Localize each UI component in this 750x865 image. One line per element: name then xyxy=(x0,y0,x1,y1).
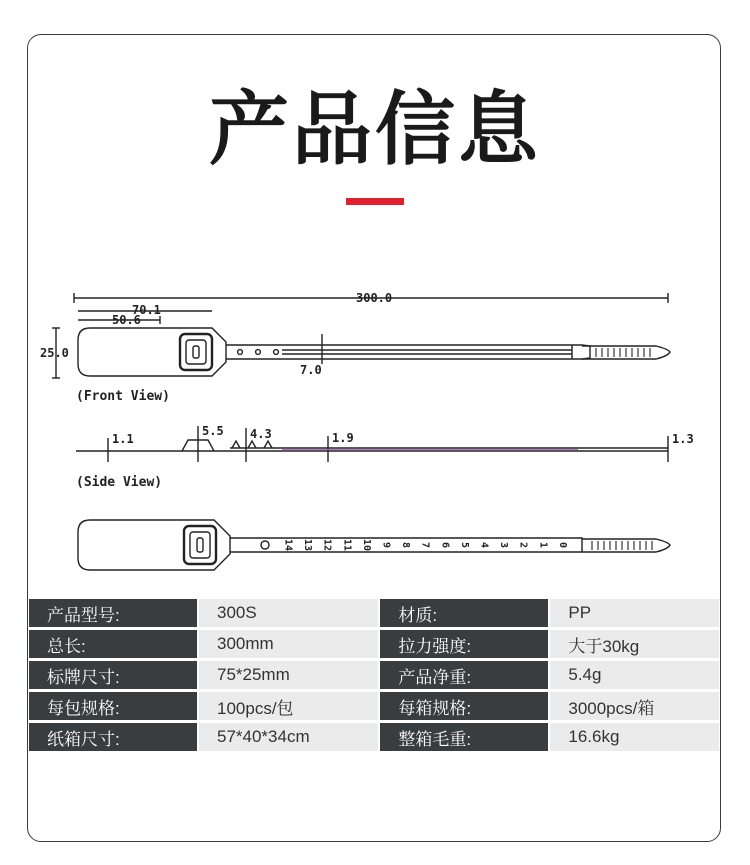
strap-number: 11 xyxy=(341,538,353,552)
front-lock-inner xyxy=(186,340,206,364)
strap-number: 3 xyxy=(498,541,510,549)
spec-value: 300S xyxy=(199,599,378,627)
spec-row xyxy=(29,692,719,720)
strap-number: 13 xyxy=(302,538,314,552)
spec-value: 5.4g xyxy=(550,661,719,689)
spec-value: 300mm xyxy=(199,630,378,658)
bottom-tail xyxy=(582,539,670,552)
strap-number: 9 xyxy=(380,541,392,549)
bottom-tail-ribs xyxy=(592,541,652,550)
bottom-lock-inner xyxy=(190,532,210,558)
spec-label: 纸箱尺寸: xyxy=(29,723,197,751)
strap-number: 8 xyxy=(400,541,412,549)
spec-label: 每包规格: xyxy=(29,692,197,720)
strap-number: 2 xyxy=(517,541,529,549)
dim-total-length: 300.0 xyxy=(356,291,393,305)
front-lock-slot xyxy=(193,346,199,358)
spec-value: 3000pcs/箱 xyxy=(550,692,719,720)
strap-number: 14 xyxy=(282,538,294,552)
spec-row xyxy=(29,723,719,751)
strap-number: 4 xyxy=(478,541,490,549)
strap-number: 7 xyxy=(419,541,431,549)
front-strap-hole-1 xyxy=(238,350,243,355)
spec-label: 拉力强度: xyxy=(380,630,548,658)
strap-number: 0 xyxy=(556,541,568,549)
bottom-strap-ring xyxy=(261,541,269,549)
bottom-tag-outline xyxy=(78,520,230,570)
dim-strap-thickness: 1.9 xyxy=(332,431,354,445)
spec-value: 大于30kg xyxy=(550,630,719,658)
front-strap-hole-3 xyxy=(274,350,279,355)
spec-label: 产品净重: xyxy=(380,661,548,689)
strap-number: 1 xyxy=(537,541,549,549)
dim-thickness-tag: 1.1 xyxy=(112,432,134,446)
strap-number: 6 xyxy=(439,541,451,549)
spec-row xyxy=(29,599,719,627)
dim-strap-width: 7.0 xyxy=(300,363,322,377)
spec-label: 产品型号: xyxy=(29,599,197,627)
dim-tag-width-outer: 70.1 xyxy=(132,303,161,317)
front-strap-hole-2 xyxy=(256,350,261,355)
side-view-label: (Side View) xyxy=(76,475,163,490)
dim-tag-width-inner: 50.6 xyxy=(112,313,141,327)
spec-label: 材质: xyxy=(380,599,548,627)
side-teeth xyxy=(232,441,272,448)
strap-number: 10 xyxy=(360,538,372,552)
dim-tail-thickness: 1.3 xyxy=(672,432,694,446)
spec-row xyxy=(29,630,719,658)
spec-value: 57*40*34cm xyxy=(199,723,378,751)
spec-value: 16.6kg xyxy=(550,723,719,751)
strap-number-scale xyxy=(283,539,568,551)
dim-lock-height: 5.5 xyxy=(202,424,224,438)
spec-value: 100pcs/包 xyxy=(199,692,378,720)
spec-row xyxy=(29,661,719,689)
spec-value: 75*25mm xyxy=(199,661,378,689)
dim-tag-height: 25.0 xyxy=(40,346,69,360)
front-tail-ribs xyxy=(596,348,650,357)
strap-number: 12 xyxy=(321,538,333,552)
spec-table xyxy=(27,596,721,754)
spec-label: 整箱毛重: xyxy=(380,723,548,751)
spec-label: 标牌尺寸: xyxy=(29,661,197,689)
spec-label: 总长: xyxy=(29,630,197,658)
spec-label: 每箱规格: xyxy=(380,692,548,720)
spec-value: PP xyxy=(550,599,719,627)
strap-number: 5 xyxy=(458,541,470,549)
front-view-label: (Front View) xyxy=(76,389,170,404)
dim-teeth-height: 4.3 xyxy=(250,427,272,441)
bottom-lock-slot xyxy=(197,538,203,552)
page-title: 产品信息 xyxy=(209,83,541,176)
front-strap-outline xyxy=(226,345,590,359)
